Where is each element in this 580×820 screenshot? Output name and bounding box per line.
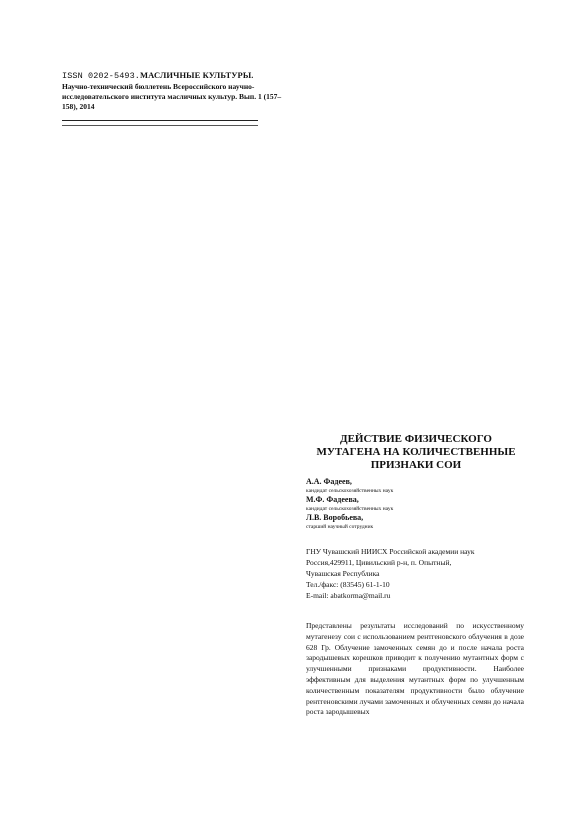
journal-header (62, 70, 282, 112)
author-degree: кандидат сельскохозяйственных наук (306, 488, 394, 494)
title-line: МУТАГЕНА НА КОЛИЧЕСТВЕННЫЕ (316, 446, 516, 458)
affiliation-address: Россия,429911, Цивильский р-н, п. Опытный, (306, 558, 452, 567)
bulletin-info: Научно-технический бюллетень Всероссийского научно-исследовательского института масличных культур. Вып. 1 (157–158), 2014 (62, 82, 282, 111)
journal-title: МАСЛИЧНЫЕ КУЛЬТУРЫ. (140, 70, 254, 80)
header-rule-bottom (62, 125, 258, 126)
affiliation-block (306, 546, 536, 601)
author-degree: кандидат сельскохозяйственных наук (306, 506, 394, 512)
author-name: А.А. Фадеев, (306, 477, 352, 486)
authors-block (306, 477, 536, 531)
issn: ISSN 0202-5493. (62, 71, 141, 81)
abstract-text: Представлены результаты исследований по искусственному мутагенезу сои с использованием рентгеновского облучения в дозе 628 Гр. Облучение замоченных семян до и после начала роста зародышевых корешков приводит к получению мутантных форм с улучшенными признаками продуктивности. Наиболее эффективным для выделения мутантных форм по улучшенным количественным показателям продуктивности было облучение рентгеновскими лучами замоченных и облученных семян до начала роста зародышевых (306, 621, 524, 717)
header-rule-top (62, 120, 258, 121)
author-name: М.Ф. Фадеева, (306, 495, 359, 504)
title-line: ДЕЙСТВИЕ ФИЗИЧЕСКОГО (340, 433, 492, 445)
affiliation-email: E-mail: abatkorma@mail.ru (306, 591, 391, 600)
affiliation-org: ГНУ Чувашский НИИСХ Российской академии наук (306, 547, 475, 556)
affiliation-region: Чувашская Республика (306, 569, 380, 578)
author-name: Л.В. Воробьева, (306, 513, 364, 522)
title-line: ПРИЗНАКИ СОИ (370, 459, 462, 471)
affiliation-phone: Тел./факс: (83545) 61-1-10 (306, 580, 390, 589)
article-title (306, 433, 526, 472)
journal-issn-line (62, 70, 282, 82)
author-degree: старший научный сотрудник (306, 524, 374, 530)
